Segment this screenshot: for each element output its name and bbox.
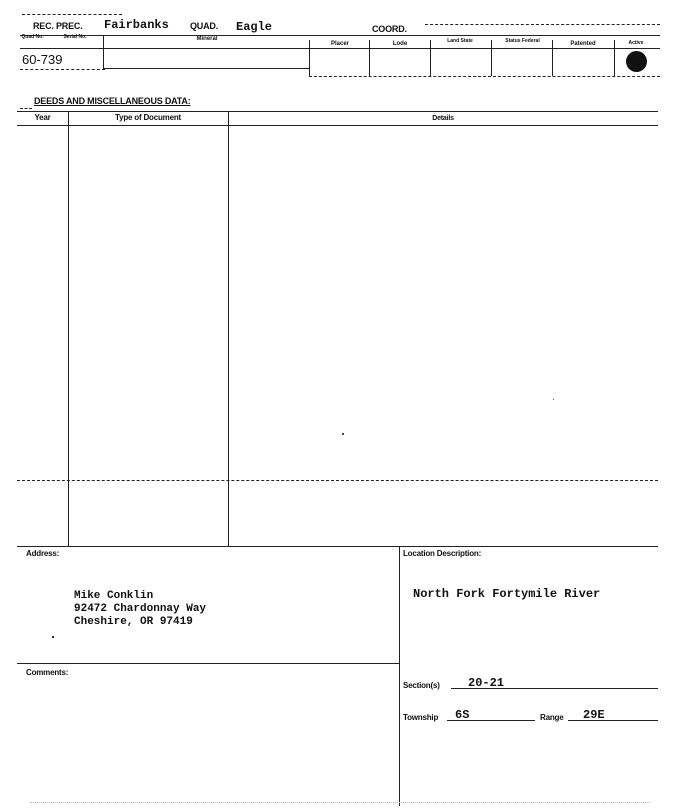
- record-dashed-right: [309, 76, 660, 77]
- divider: [552, 40, 553, 76]
- top-dashed-rule-right: [425, 24, 660, 25]
- col-details: Details: [432, 115, 454, 122]
- range-label: Range: [540, 713, 564, 722]
- quad-value: Eagle: [236, 20, 273, 34]
- col-status-federal: Status Federal: [505, 38, 540, 44]
- quad-serial-value: 60-739: [22, 52, 63, 67]
- col-patented: Patented: [570, 41, 596, 47]
- record-underline: [103, 68, 309, 69]
- divider: [430, 40, 431, 76]
- top-dashed-rule: [22, 14, 122, 15]
- col-quad-no: Quad No.: [21, 34, 44, 40]
- deeds-table-top: [17, 111, 658, 112]
- divider: [614, 40, 615, 76]
- township-value: 6S: [455, 708, 470, 722]
- col-type-of-document: Type of Document: [115, 113, 181, 122]
- sections-label: Section(s): [403, 681, 440, 690]
- active-marker-dot: [626, 51, 647, 72]
- col-land-state: Land State: [447, 38, 473, 44]
- range-underline: [568, 720, 658, 721]
- quad-label: QUAD.: [190, 21, 218, 31]
- header-rule: [20, 35, 660, 36]
- deeds-section-title: DEEDS AND MISCELLANEOUS DATA:: [34, 96, 191, 106]
- sections-value: 20-21: [468, 676, 505, 690]
- location-description-value: North Fork Fortymile River: [413, 587, 601, 601]
- deeds-header-rule: [17, 125, 658, 126]
- coord-label: COORD.: [372, 24, 407, 34]
- address-line-3: Cheshire, OR 97419: [74, 616, 193, 628]
- address-line-2: 92472 Chardonnay Way: [74, 603, 207, 615]
- rec-prec-label: REC. PREC.: [33, 21, 83, 31]
- col-mineral: Mineral: [196, 36, 218, 42]
- scan-noise: [30, 802, 650, 803]
- address-label: Address:: [26, 549, 60, 558]
- deeds-dash-lead: [20, 108, 32, 109]
- comments-rule: [17, 663, 399, 664]
- deeds-col-divider-1: [68, 111, 69, 547]
- deeds-col-divider-2: [228, 111, 229, 547]
- col-active: Active: [628, 40, 644, 46]
- column-header-rule: [20, 48, 660, 49]
- address-block: [74, 590, 206, 629]
- col-year: Year: [34, 113, 51, 122]
- divider: [309, 40, 310, 76]
- address-line-1: Mike Conklin: [74, 590, 154, 602]
- col-placer: Placer: [330, 41, 349, 47]
- divider: [103, 35, 104, 68]
- range-value: 29E: [583, 708, 605, 722]
- bottom-center-divider: [399, 546, 400, 806]
- col-serial-no: Serial No.: [63, 34, 87, 40]
- col-lode: Lode: [392, 41, 408, 47]
- speck: [553, 399, 554, 400]
- bottom-section-rule: [17, 546, 658, 547]
- divider: [491, 40, 492, 76]
- rec-prec-value: Fairbanks: [104, 18, 169, 32]
- comments-label: Comments:: [26, 668, 69, 677]
- divider: [369, 40, 370, 76]
- location-description-label: Location Description:: [403, 549, 482, 558]
- speck: [342, 433, 344, 435]
- deeds-mid-dashed-rule: [17, 480, 658, 481]
- speck: [52, 636, 54, 638]
- record-dashed-left: [20, 69, 105, 70]
- township-label: Township: [403, 713, 439, 722]
